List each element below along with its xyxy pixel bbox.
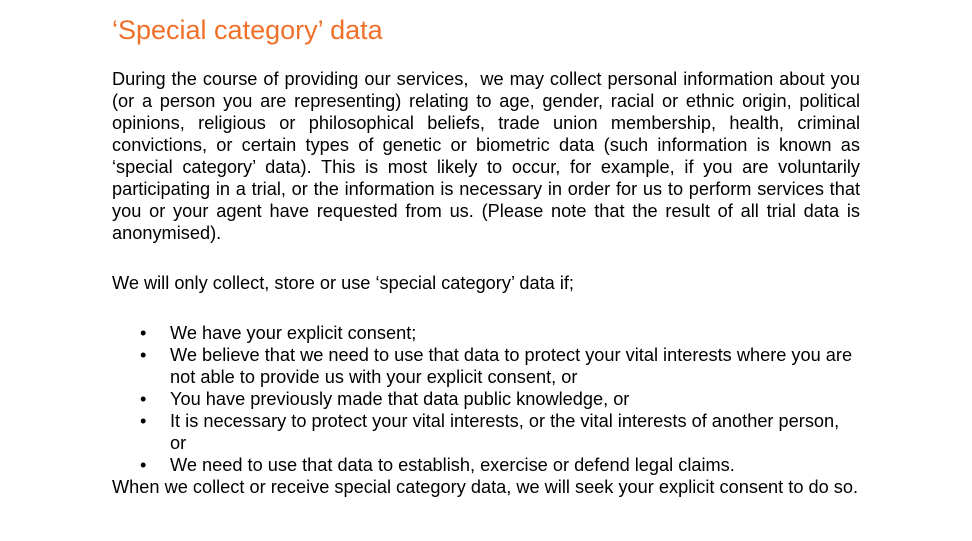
bullet-icon: • xyxy=(140,389,147,409)
bullet-icon: • xyxy=(140,455,147,475)
intro-paragraph: During the course of providing our services, we may collect personal information about you (or a person you are representing) relating to age, gender, racial or ethnic origin, political opinions, religious or philosophical beliefs, trade union membership, health, criminal convictions, or certain types of genetic or biometric data (such information is known as ‘special category’ data). This is most likely to occur, for example, if you are voluntarily participating in a trial, or the information is necessary in order for us to perform services that you or your agent have requested from us. (Please note that the result of all trial data is anonymised). xyxy=(112,69,866,243)
bullet-icon: • xyxy=(140,345,147,365)
list-item xyxy=(112,344,860,388)
list-item xyxy=(112,454,860,476)
section-heading: ‘Special category’ data xyxy=(112,15,383,45)
list-item-text: It is necessary to protect your vital interests, or the vital interests of another person, or xyxy=(170,411,840,453)
list-item-text: We have your explicit consent; xyxy=(170,323,417,343)
document-page xyxy=(112,14,866,498)
conditions-intro-paragraph: We will only collect, store or use ‘special category’ data if; xyxy=(112,273,574,293)
conditions-list xyxy=(112,322,860,476)
list-item-text: We believe that we need to use that data to protect your vital interests where you are not able to provide us with your explicit consent, or xyxy=(170,345,853,387)
closing-paragraph: When we collect or receive special category data, we will seek your explicit consent to do so. xyxy=(112,477,859,497)
list-item xyxy=(112,410,860,454)
list-item xyxy=(112,388,860,410)
list-item-text: You have previously made that data public knowledge, or xyxy=(170,389,630,409)
list-item-text: We need to use that data to establish, exercise or defend legal claims. xyxy=(170,455,735,475)
bullet-icon: • xyxy=(140,323,147,343)
list-item xyxy=(112,322,860,344)
bullet-icon: • xyxy=(140,411,147,431)
